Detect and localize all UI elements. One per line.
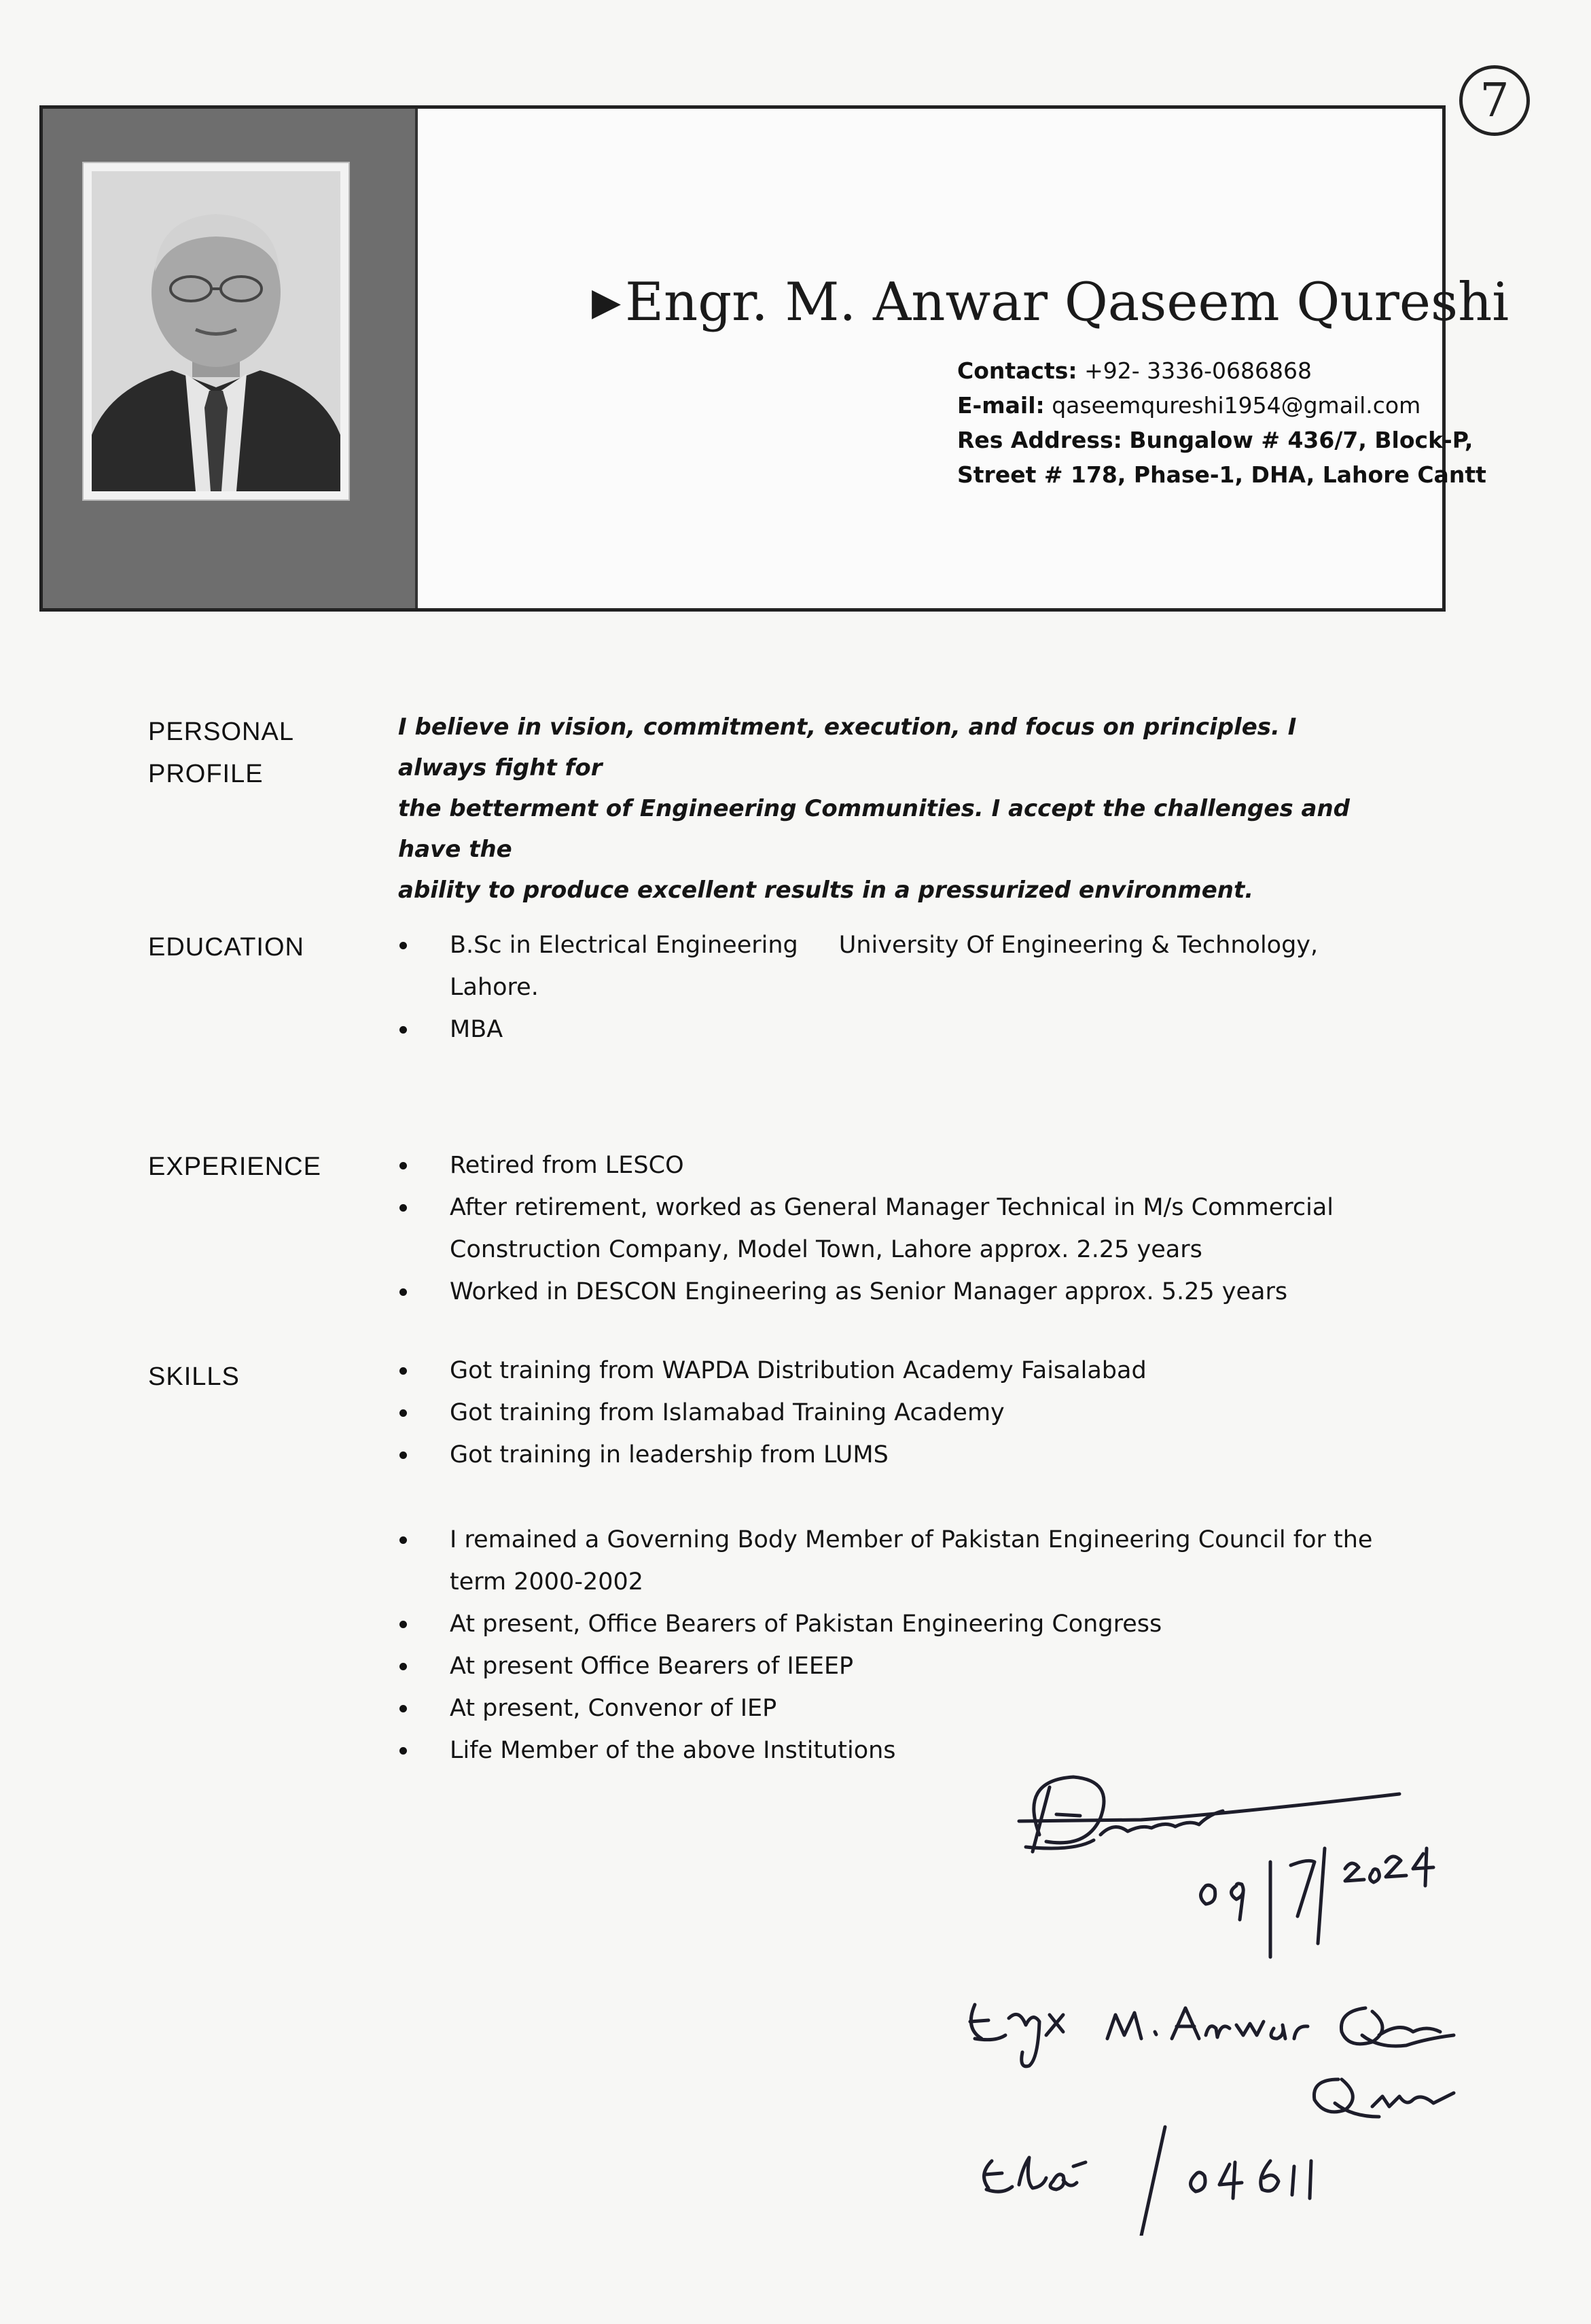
candidate-name [592,272,1509,333]
experience-label: EXPERIENCE [148,1152,321,1181]
photo-panel [43,109,418,608]
education-label: EDUCATION [148,933,304,962]
profile-label-line1: PERSONAL [148,718,294,746]
list-item: Life Member of the above Institutions [380,1729,1413,1772]
email-value: qaseemqureshi1954@gmail.com [1052,392,1421,419]
portrait-image [84,163,348,499]
list-item [380,924,1413,1008]
email-label: E-mail: [957,392,1045,419]
list-item: Worked in DESCON Engineering as Senior Manager approx. 5.25 years [380,1271,1413,1313]
experience-item2-line2: Construction Company, Model Town, Lahore approx. 2.25 years [450,1236,1202,1263]
page-number: 7 [1459,65,1530,136]
experience-item2-line1: After retirement, worked as General Manager Technical in M/s Commercial [450,1194,1334,1221]
profile-label [148,711,294,795]
profile-label-line2: PROFILE [148,760,264,788]
list-item: MBA [380,1008,1413,1051]
email-line [957,388,1460,423]
header-section [39,105,1509,612]
address-line-1 [957,423,1473,457]
list-item [380,1519,1413,1603]
profile-photo [84,163,348,499]
address-label: Res Address: [957,427,1122,453]
bullet-arrow-icon: ▶ [592,280,622,324]
address-line-2: Street # 178, Phase-1, DHA, Lahore Cantt [957,461,1486,488]
profile-line-3: ability to produce excellent results in a pressurized environment. [398,877,1254,904]
list-item [380,1186,1413,1271]
list-item: At present, Convenor of IEP [380,1687,1413,1729]
skills-list [380,1350,1413,1476]
list-item: Got training from WAPDA Distribution Academy Faisalabad [380,1350,1413,1392]
education-list [380,924,1413,1051]
handwritten-signature [937,1760,1495,2238]
list-item: Got training in leadership from LUMS [380,1434,1413,1476]
skills-label: SKILLS [148,1362,240,1391]
membership-item1-line2: term 2000-2002 [450,1568,644,1596]
education-institution-city: Lahore. [450,974,539,1001]
list-item: Retired from LESCO [380,1144,1413,1186]
address-value-1: Bungalow # 436/7, Block-P, [1129,427,1473,453]
profile-line-2: the betterment of Engineering Communities. I accept the challenges and have the [398,795,1351,863]
candidate-name-text: Engr. M. Anwar Qaseem Qureshi [625,272,1509,333]
phone-line [957,353,1460,388]
memberships-list [380,1519,1413,1772]
profile-text [398,707,1383,911]
membership-item1-line1: I remained a Governing Body Member of Pakistan Engineering Council for the [450,1526,1373,1553]
experience-list [380,1144,1413,1313]
education-degree-1: B.Sc in Electrical Engineering [450,932,798,959]
phone-value: +92- 3336-0686868 [1084,357,1312,384]
phone-label: Contacts: [957,357,1077,384]
list-item: Got training from Islamabad Training Academy [380,1392,1413,1434]
contact-details [957,353,1486,492]
list-item: At present, Office Bearers of Pakistan Engineering Congress [380,1603,1413,1645]
signature-drawing [937,1760,1495,2236]
education-institution-1: University Of Engineering & Technology, [838,932,1319,959]
list-item: At present Office Bearers of IEEEP [380,1645,1413,1687]
profile-line-1: I believe in vision, commitment, execution, and focus on principles. I always fight for [398,714,1297,781]
